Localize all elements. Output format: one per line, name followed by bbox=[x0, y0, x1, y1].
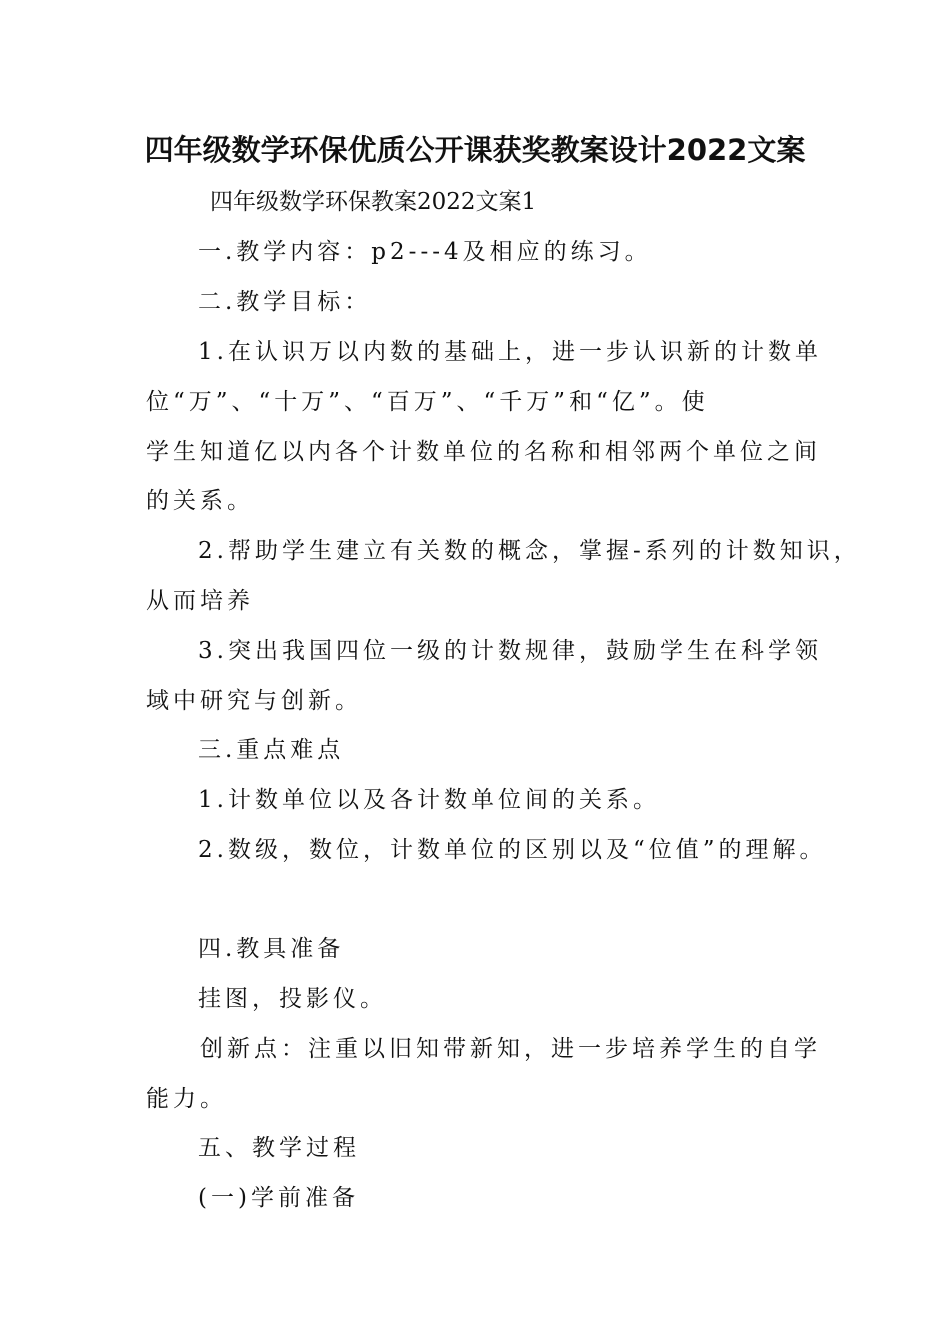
paragraph-line: 学生知道亿以内各个计数单位的名称和相邻两个单位之间 bbox=[146, 439, 821, 465]
paragraph-line: 3.突出我国四位一级的计数规律，鼓励学生在科学领 bbox=[198, 638, 822, 664]
paragraph-line: 1.计数单位以及各计数单位间的关系。 bbox=[198, 787, 660, 813]
paragraph-line: 从而培养 bbox=[146, 588, 254, 614]
section-heading: 五、教学过程 bbox=[198, 1135, 360, 1161]
section-heading: 三.重点难点 bbox=[198, 737, 345, 763]
section-heading: 四.教具准备 bbox=[198, 936, 345, 962]
subtitle: 四年级数学环保教案2022文案1 bbox=[210, 189, 537, 215]
paragraph-line: 的关系。 bbox=[146, 488, 254, 514]
paragraph-line: 一.教学内容：p2---4及相应的练习。 bbox=[198, 239, 652, 265]
paragraph-line: 2.数级，数位，计数单位的区别以及“位值”的理解。 bbox=[198, 837, 827, 863]
section-heading: 二.教学目标： bbox=[198, 289, 372, 315]
paragraph-line: 位“万”、“十万”、“百万”、“千万”和“亿”。使 bbox=[146, 389, 709, 415]
paragraph-line: 挂图，投影仪。 bbox=[198, 986, 387, 1012]
paragraph-line: (一)学前准备 bbox=[198, 1185, 359, 1211]
paragraph-line: 创新点：注重以旧知带新知，进一步培养学生的自学 bbox=[200, 1036, 821, 1062]
paragraph-line: 域中研究与创新。 bbox=[146, 688, 362, 714]
paragraph-line: 2.帮助学生建立有关数的概念，掌握-系列的计数知识， bbox=[198, 538, 861, 564]
paragraph-line: 1.在认识万以内数的基础上，进一步认识新的计数单 bbox=[198, 339, 822, 365]
paragraph-line: 能力。 bbox=[146, 1086, 227, 1112]
document-title: 四年级数学环保优质公开课获奖教案设计2022文案 bbox=[144, 133, 806, 167]
